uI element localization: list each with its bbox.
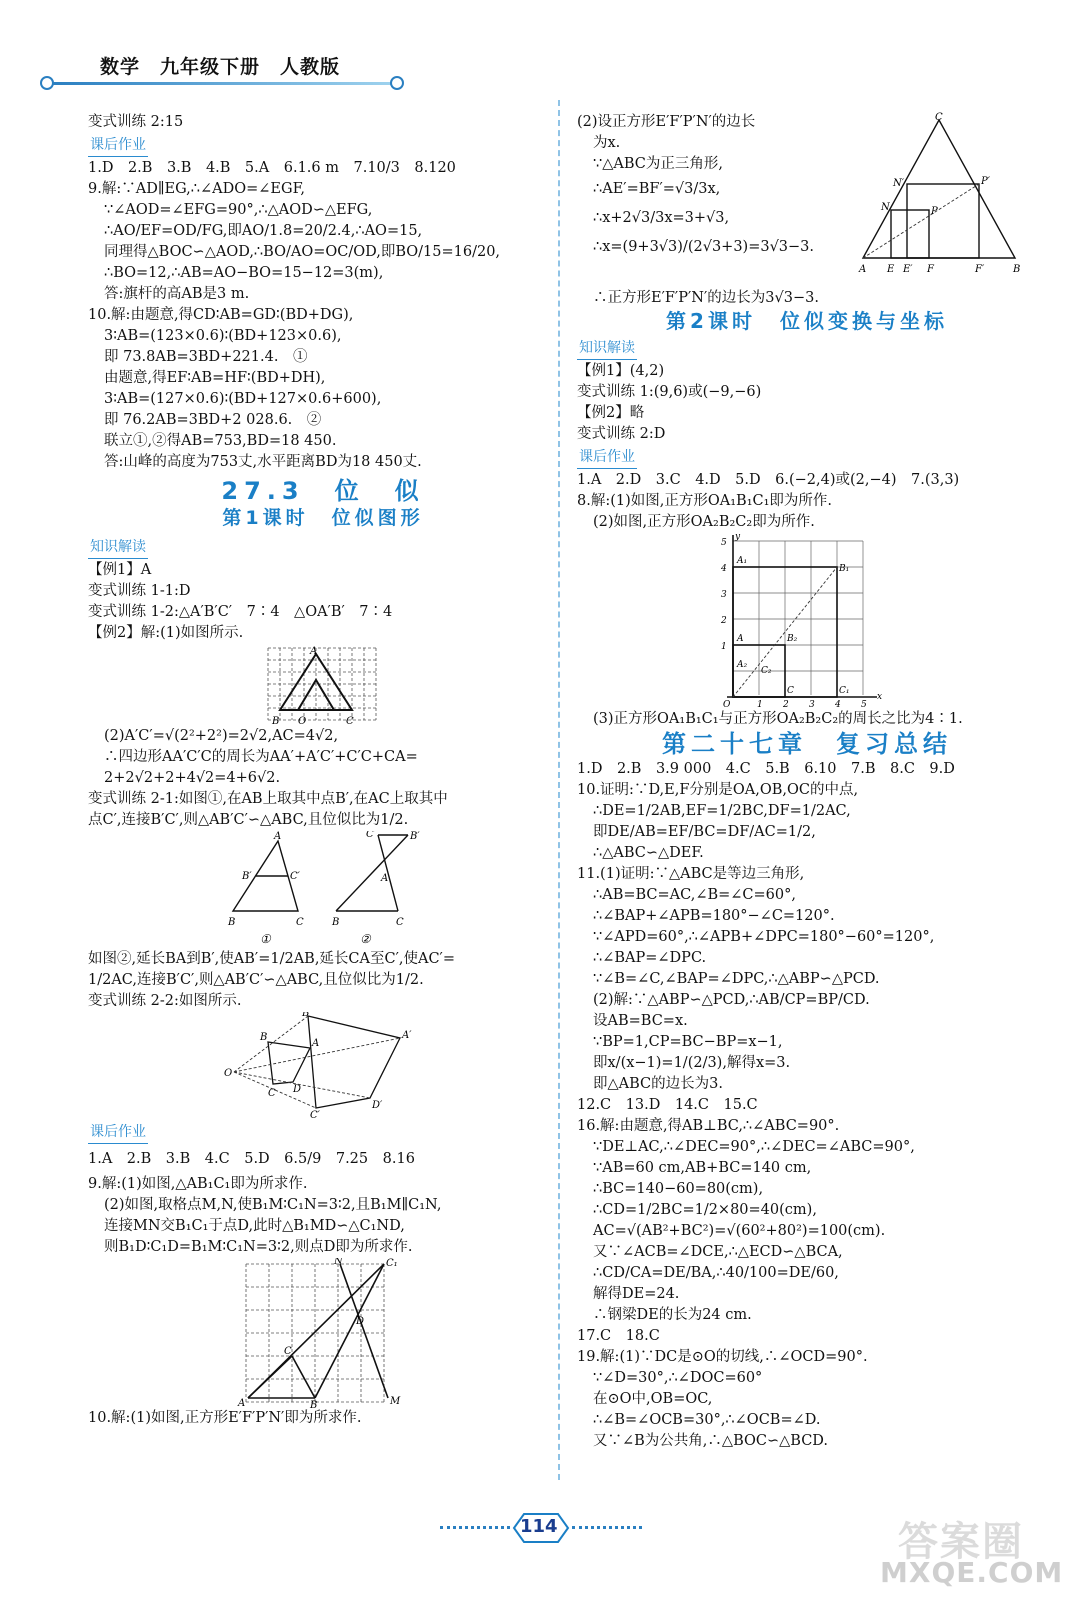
solution-line: 连接MN交B₁C₁于点D,此时△B₁MD∽△C₁ND, (104, 1218, 405, 1234)
svg-text:2: 2 (721, 616, 727, 626)
svg-text:B: B (228, 917, 236, 928)
svg-text:C₁: C₁ (839, 686, 850, 696)
svg-text:P′: P′ (981, 176, 990, 187)
header-dot-icon (390, 76, 404, 90)
watermark-text: MXQE.COM (880, 1556, 1064, 1589)
solution-line: ∴∠BAP=∠DPC. (593, 950, 707, 966)
svg-text:D: D (356, 1316, 365, 1327)
svg-text:2: 2 (783, 700, 789, 709)
svg-text:N′: N′ (893, 178, 905, 189)
solution-line: (2)A′C′=√(2²+2²)=2√2,AC=4√2, (104, 728, 339, 744)
watermark-cn: 答案圈 (898, 1519, 1024, 1565)
solution-line: ∴BC=140−60=80(cm), (593, 1181, 764, 1197)
svg-text:C: C (296, 917, 304, 928)
header-title: 数学 九年级下册 人教版 (100, 56, 341, 78)
svg-text:1: 1 (721, 642, 727, 652)
svg-text:A′: A′ (402, 1030, 412, 1041)
svg-text:5: 5 (861, 700, 867, 709)
svg-text:O: O (723, 700, 731, 709)
solution-line: 点C′,连接B′C′,则△AB′C′∽△ABC,且位似比为1/2. (88, 812, 409, 828)
svg-text:②: ② (360, 932, 371, 946)
solution-line: (2)解:∵△ABP∽△PCD,∴AB/CP=BP/CD. (593, 992, 870, 1008)
svg-text:C: C (787, 686, 794, 696)
svg-text:5: 5 (721, 538, 727, 548)
solution-line: 即 76.2AB=3BD+2 028.6. ② (104, 412, 322, 428)
answer-line: 变式训练 1:(9,6)或(−9,−6) (577, 384, 762, 400)
lesson-heading: 第2课时 位似变换与坐标 (666, 309, 948, 333)
svg-text:C: C (268, 1088, 276, 1099)
svg-text:4: 4 (721, 564, 727, 574)
solution-line: 1/2AC,连接B′C′,则△AB′C′∽△ABC,且位似比为1/2. (88, 972, 424, 988)
svg-text:O: O (298, 716, 307, 726)
svg-text:A: A (238, 1398, 246, 1408)
svg-text:F: F (927, 264, 934, 275)
svg-text:D′: D′ (372, 1100, 383, 1111)
svg-text:M: M (390, 1396, 401, 1407)
answer-line: 【例2】略 (577, 405, 645, 421)
solution-line: 则B₁D∶C₁D=B₁M∶C₁N=3∶2,则点D即为所求作. (104, 1239, 413, 1255)
svg-text:C₂: C₂ (761, 666, 772, 676)
svg-text:A: A (310, 646, 318, 657)
solution-line: ∴正方形E′F′P′N′的边长为3√3−3. (593, 290, 819, 306)
solution-line: (3)正方形OA₁B₁C₁与正方形OA₂B₂C₂的周长之比为4∶1. (593, 711, 963, 727)
solution-line: 10.解:(1)如图,正方形E′F′P′N′即为所求作. (88, 1410, 362, 1426)
answer-line: 12.C 13.D 14.C 15.C (577, 1097, 758, 1113)
svg-text:B: B (1013, 264, 1021, 275)
svg-text:F′: F′ (975, 264, 985, 275)
svg-text:1: 1 (757, 700, 763, 709)
svg-text:O: O (224, 1068, 233, 1079)
svg-text:3: 3 (721, 590, 727, 600)
solution-line: 答:山峰的高度为753丈,水平距离BD为18 450丈. (104, 454, 422, 470)
svg-text:B: B (310, 1400, 318, 1408)
svg-text:A: A (312, 1038, 320, 1049)
answer-line: 【例1】A (88, 562, 152, 578)
svg-text:B: B (332, 917, 340, 928)
answer-line: 1.D 2.B 3.B 4.B 5.A 6.1.6 m 7.10/3 8.120 (88, 160, 456, 176)
solution-line: 联立①,②得AB=753,BD=18 450. (104, 433, 337, 449)
solution-line: 10.证明:∵D,E,F分别是OA,OB,OC的中点, (577, 782, 859, 798)
svg-text:B: B (272, 716, 280, 726)
solution-line: ∵∠B=∠C,∠BAP=∠DPC,∴△ABP∽△PCD. (593, 971, 880, 987)
svg-text:P: P (931, 206, 938, 217)
solution-line: 即 73.8AB=3BD+221.4. ① (104, 349, 308, 365)
solution-line: ∴∠BAP+∠APB=180°−∠C=120°. (593, 908, 835, 924)
text-line: 变式训练 2:15 (88, 114, 184, 130)
figure-coordinate-squares (577, 533, 1037, 709)
svg-text:A₂: A₂ (737, 660, 748, 670)
answer-line: 【例1】(4,2) (577, 363, 665, 379)
svg-text:D: D (293, 1084, 302, 1095)
svg-text:B: B (260, 1032, 268, 1043)
page-number-area (440, 1510, 640, 1546)
section-label: 知识解读 (88, 537, 148, 559)
answer-line: 【例2】解:(1)如图所示. (88, 625, 244, 641)
svg-text:C: C (346, 716, 354, 726)
section-label: 课后作业 (88, 135, 148, 157)
solution-line: ∴BO=12,∴AB=AO−BO=15−12=3(m), (104, 265, 384, 281)
answer-line: 17.C 18.C (577, 1328, 660, 1344)
solution-line: 在⊙O中,OB=OC, (593, 1391, 713, 1407)
solution-line: (2)如图,正方形OA₂B₂C₂即为所作. (593, 514, 815, 530)
figure-grid-construction (88, 1258, 558, 1408)
page-dots (572, 1526, 642, 1529)
svg-text:C: C (284, 1346, 292, 1357)
solution-line: 同理得△BOC∽△AOD,∴BO/AO=OC/OD,即BO/15=16/20, (104, 244, 501, 260)
answer-line: 变式训练 2:D (577, 426, 666, 442)
solution-line: ∴x=(9+3√3)/(2√3+3)=3√3−3. (593, 239, 815, 255)
solution-line: ∴CD=1/2BC=1/2×80=40(cm), (593, 1202, 817, 1218)
svg-text:A: A (381, 873, 389, 884)
solution-line: 11.(1)证明:∵△ABC是等边三角形, (577, 866, 805, 882)
svg-text:A₁: A₁ (737, 556, 748, 566)
solution-line: 3∶AB=(123×0.6)∶(BD+123×0.6), (104, 328, 342, 344)
left-column (88, 112, 558, 1429)
solution-line: ∴∠B=∠OCB=30°,∴∠OCB=∠D. (593, 1412, 821, 1428)
svg-text:4: 4 (835, 700, 841, 709)
svg-text:①: ① (260, 932, 271, 946)
chapter-heading: 第二十七章 复习总结 (662, 730, 952, 758)
svg-text:C₁: C₁ (386, 1258, 398, 1269)
solution-line: 如图②,延长BA到B′,使AB′=1/2AB,延长CA至C′,使AC′= (88, 951, 456, 967)
page-header (40, 48, 1040, 98)
svg-text:E′: E′ (903, 264, 913, 275)
svg-text:C: C (935, 112, 943, 123)
solution-line: ∵△ABC为正三角形, (593, 156, 723, 172)
page-dots (440, 1526, 510, 1529)
solution-line: 又∵∠B为公共角,∴△BOC∽△BCD. (593, 1433, 829, 1449)
svg-text:N: N (881, 202, 890, 213)
solution-line: ∵BP=1,CP=BC−BP=x−1, (593, 1034, 783, 1050)
solution-line: 又∵∠ACB=∠DCE,∴△ECD∽△BCA, (593, 1244, 843, 1260)
solution-line: ∴四边形AA′C′C的周长为AA′+A′C′+C′C+CA= (104, 749, 418, 765)
svg-text:B′: B′ (302, 1012, 312, 1019)
solution-line: ∵∠APD=60°,∴∠APB+∠DPC=180°−60°=120°, (593, 929, 935, 945)
solution-line: AC=√(AB²+BC²)=√(60²+80²)=100(cm). (593, 1223, 886, 1239)
svg-text:3: 3 (809, 700, 815, 709)
lesson-heading: 第1课时 位似图形 (222, 507, 424, 529)
section-label: 知识解读 (577, 338, 637, 360)
svg-text:x: x (877, 692, 883, 702)
figure-grid-triangles (88, 644, 558, 726)
answer-line: 1.D 2.B 3.9 000 4.C 5.B 6.10 7.B 8.C 9.D (577, 761, 955, 777)
svg-text:A: A (274, 831, 282, 842)
solution-line: 设AB=BC=x. (593, 1013, 688, 1029)
svg-text:A: A (859, 264, 867, 275)
svg-text:N: N (334, 1258, 343, 1267)
svg-text:B₂: B₂ (787, 634, 798, 644)
answer-line: 1.A 2.B 3.B 4.C 5.D 6.5/9 7.25 8.16 (88, 1151, 415, 1167)
figure-two-triangles (88, 831, 558, 949)
page-number: 114 (520, 1516, 558, 1537)
solution-line: ∵DE⊥AC,∴∠DEC=90°,∴∠DEC=∠ABC=90°, (593, 1139, 915, 1155)
answer-line: 变式训练 2-2:如图所示. (88, 993, 242, 1009)
svg-text:C: C (396, 917, 404, 928)
solution-line: ∴AO/EF=OD/FG,即AO/1.8=20/2.4,∴AO=15, (104, 223, 423, 239)
solution-line: 8.解:(1)如图,正方形OA₁B₁C₁即为所作. (577, 493, 833, 509)
solution-line: ∵∠AOD=∠EFG=90°,∴△AOD∽△EFG, (104, 202, 373, 218)
right-column (577, 112, 1037, 1452)
solution-line: 3∶AB=(127×0.6)∶(BD+127×0.6+600), (104, 391, 382, 407)
solution-line: (2)如图,取格点M,N,使B₁M∶C₁N=3∶2,且B₁M∥C₁N, (104, 1197, 442, 1213)
figure-square-in-triangle (577, 112, 1037, 288)
solution-line: 变式训练 2-1:如图①,在AB上取其中点B′,在AC上取其中 (88, 791, 448, 807)
header-line (52, 82, 392, 85)
solution-line: 9.解:∵AD∥EG,∴∠ADO=∠EGF, (88, 181, 306, 197)
solution-line: ∴DE=1/2AB,EF=1/2BC,DF=1/2AC, (593, 803, 851, 819)
svg-text:C′: C′ (366, 831, 376, 840)
solution-line: ∵∠D=30°,∴∠DOC=60° (593, 1370, 763, 1386)
section-label: 课后作业 (88, 1122, 148, 1144)
svg-text:y: y (735, 533, 741, 542)
solution-line: 10.解:由题意,得CD∶AB=GD∶(BD+DG), (88, 307, 354, 323)
column-divider (558, 100, 560, 1480)
svg-text:C′: C′ (290, 871, 300, 882)
answer-line: 变式训练 1-2:△A′B′C′ 7∶4 △OA′B′ 7∶4 (88, 604, 393, 620)
solution-line: 即DE/AB=EF/BC=DF/AC=1/2, (593, 824, 816, 840)
solution-line: 19.解:(1)∵DC是⊙O的切线,∴∠OCD=90°. (577, 1349, 868, 1365)
solution-line: ∵AB=60 cm,AB+BC=140 cm, (593, 1160, 812, 1176)
solution-line: 2+2√2+2+4√2=4+6√2. (104, 770, 281, 786)
svg-text:C′: C′ (310, 1110, 320, 1120)
solution-line: 即△ABC的边长为3. (593, 1076, 723, 1092)
watermark-logo (880, 1510, 1064, 1590)
svg-text:B′: B′ (242, 871, 252, 882)
solution-line: 16.解:由题意,得AB⊥BC,∴∠ABC=90°. (577, 1118, 840, 1134)
solution-line: ∴x+2√3/3x=3+√3, (593, 210, 730, 226)
section-label: 课后作业 (577, 447, 637, 469)
solution-line: 9.解:(1)如图,△AB₁C₁即为所求作. (88, 1176, 308, 1192)
solution-line: ∴△ABC∽△DEF. (593, 845, 704, 861)
solution-line: ∴钢梁DE的长为24 cm. (593, 1307, 752, 1323)
solution-line: 即x/(x−1)=1/(2/3),解得x=3. (593, 1055, 791, 1071)
figure-homothety-quadrilateral (88, 1012, 558, 1120)
solution-line: ∴CD/CA=DE/BA,∴40/100=DE/60, (593, 1265, 839, 1281)
svg-text:B′: B′ (410, 831, 420, 842)
solution-line: (2)设正方形E′F′P′N′的边长 (577, 114, 756, 130)
svg-text:A: A (737, 634, 744, 644)
answer-line: 变式训练 1-1:D (88, 583, 191, 599)
answer-line: 1.A 2.D 3.C 4.D 5.D 6.(−2,4)或(2,−4) 7.(3,3) (577, 472, 960, 488)
section-heading: 27.3 位 似 (221, 477, 425, 505)
solution-line: 为x. (593, 135, 621, 151)
svg-text:B₁: B₁ (839, 564, 850, 574)
solution-line: ∴AE′=BF′=√3/3x, (593, 181, 721, 197)
svg-text:E: E (887, 264, 895, 275)
solution-line: 答:旗杆的高AB是3 m. (104, 286, 250, 302)
solution-line: 解得DE=24. (593, 1286, 680, 1302)
solution-line: 由题意,得EF∶AB=HF∶(BD+DH), (104, 370, 326, 386)
solution-line: ∴AB=BC=AC,∠B=∠C=60°, (593, 887, 796, 903)
